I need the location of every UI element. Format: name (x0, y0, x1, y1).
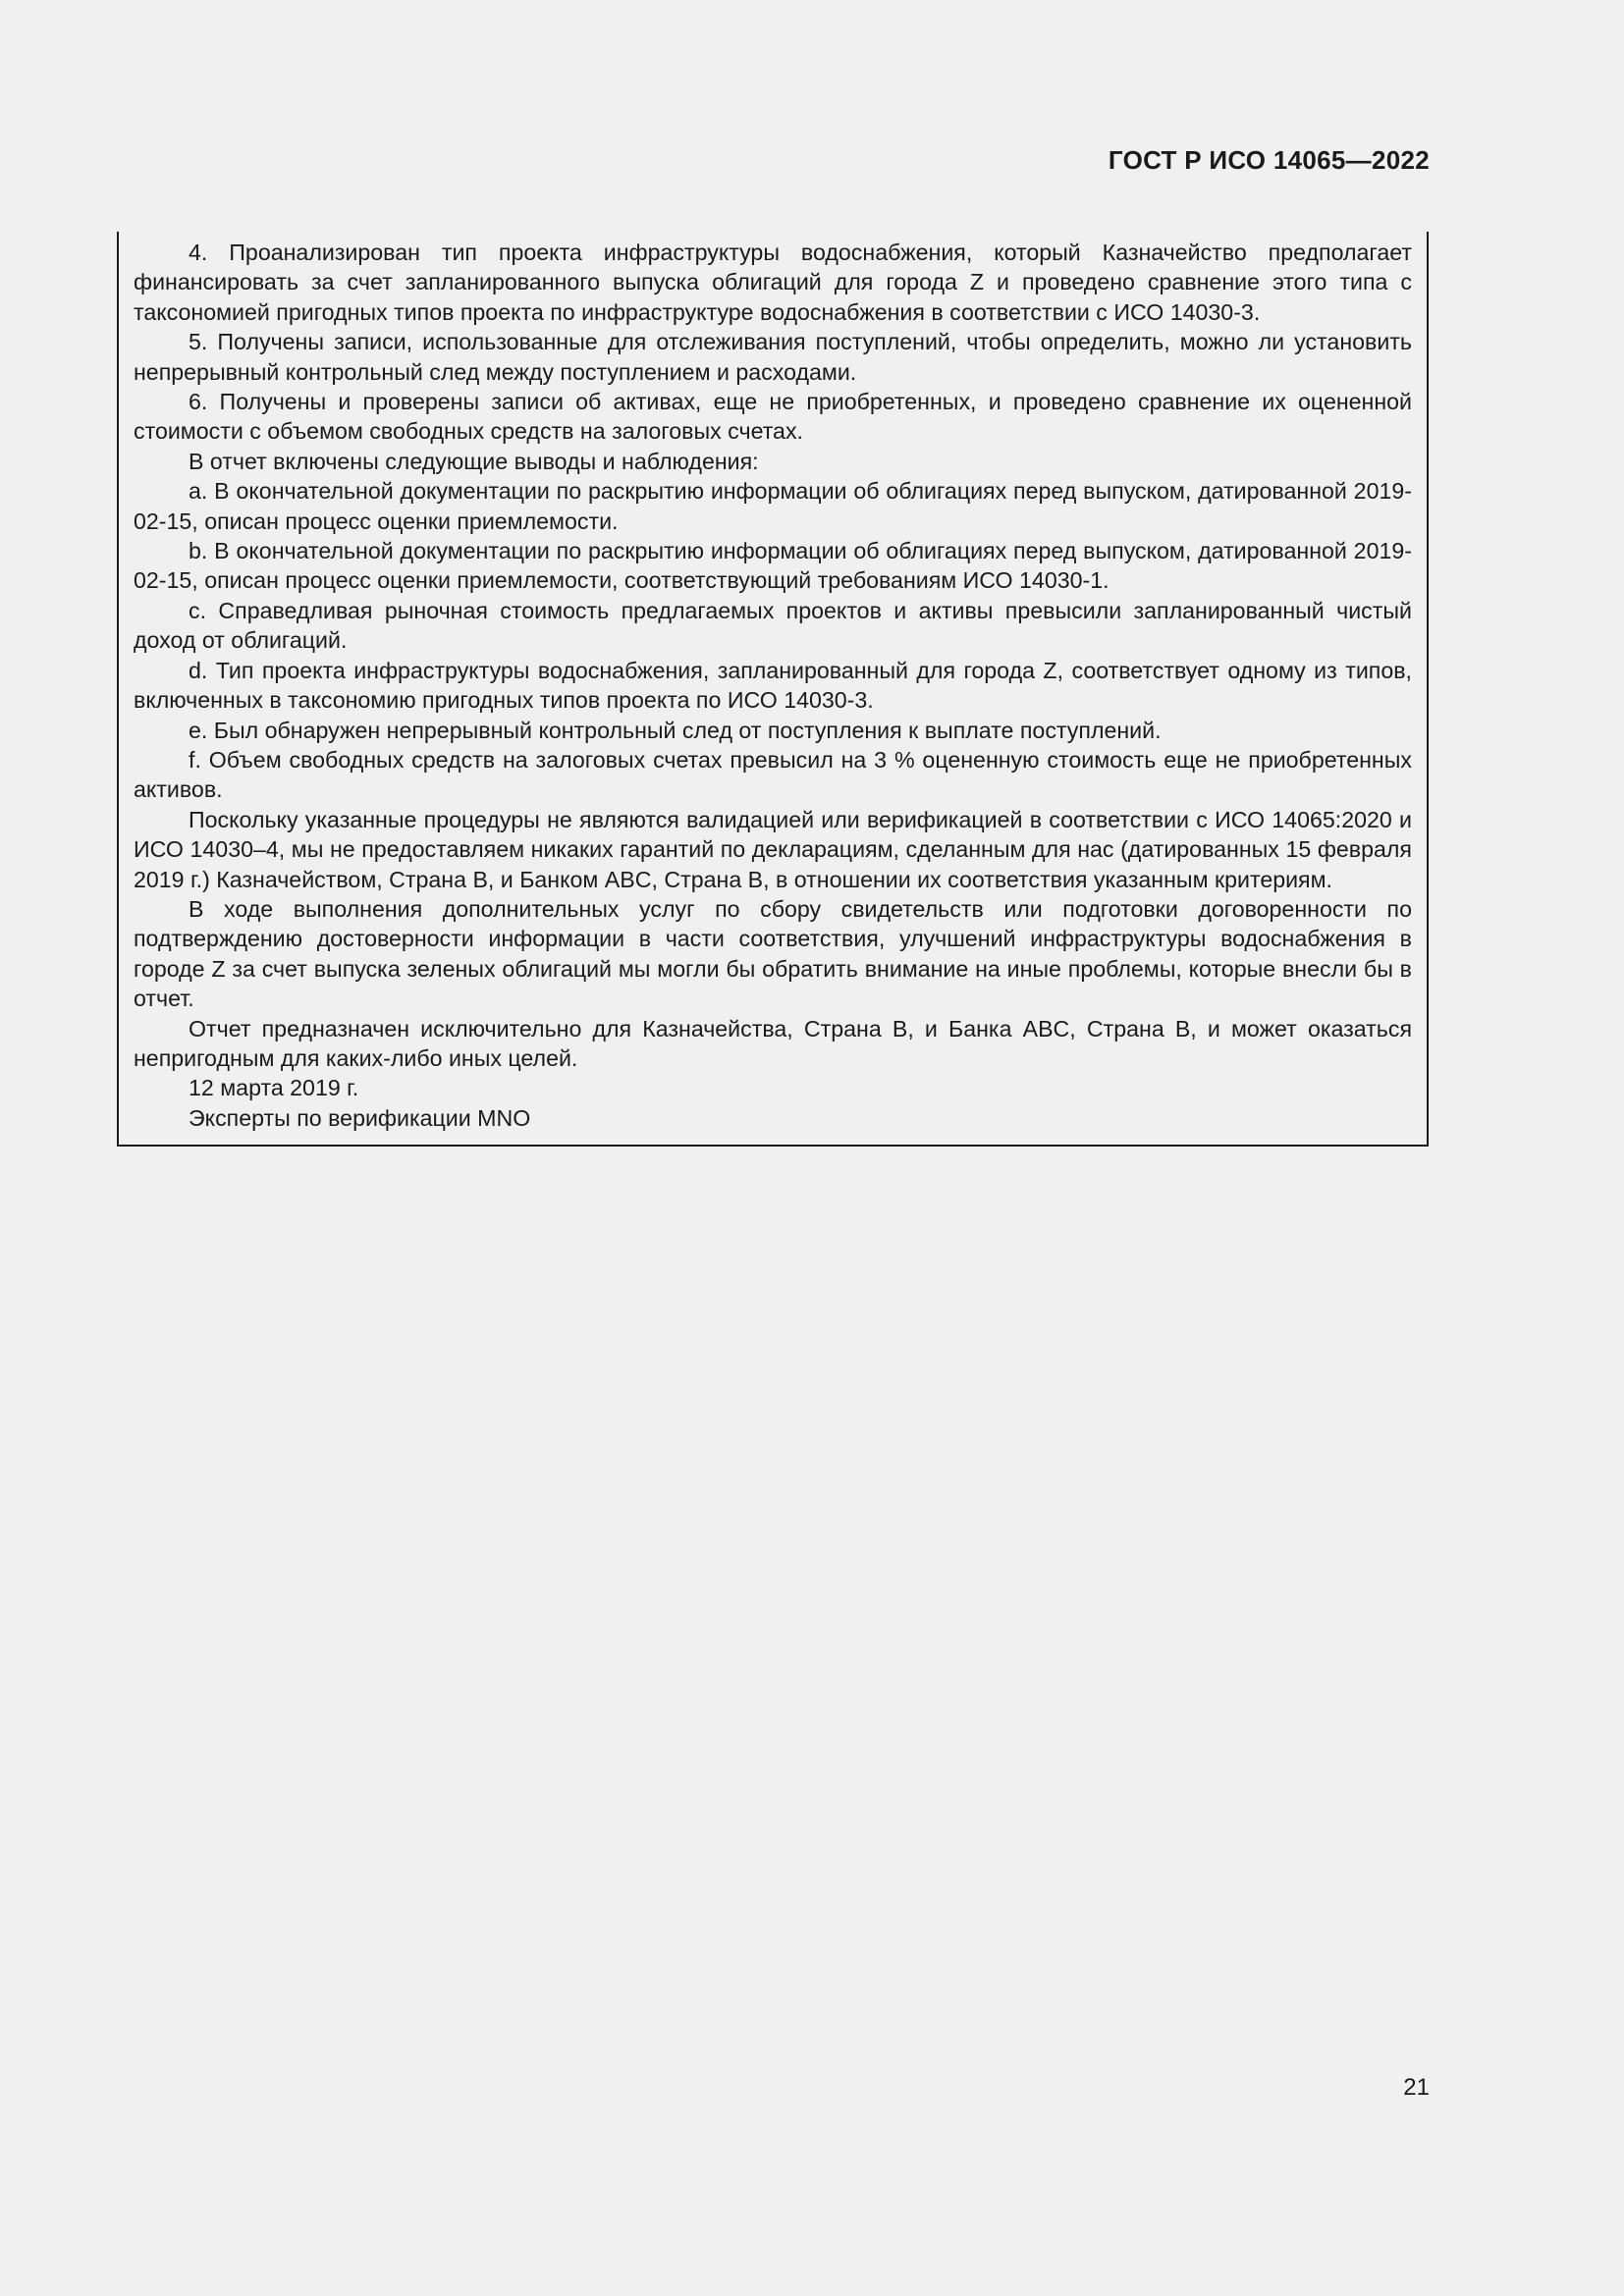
page-number: 21 (1403, 2074, 1430, 2101)
conclusion-f: f. Объем свободных средств на залоговых счетах превысил на 3 % оцененную стоимость еще не приобретенных активов. (134, 746, 1412, 803)
paragraph-item-4: 4. Проанализирован тип проекта инфраструктуры водоснабжения, который Казначейство предполагает финансировать за счет запланированного выпуска облигаций для города Z и проведено сравнение этого типа с таксономией пригодных типов проекта по инфраструктуре водоснабжения в соответствии с ИСО 14030-3. (134, 240, 1412, 325)
paragraph-item-6: 6. Получены и проверены записи об активах, еще не приобретенных, и проведено сравнение их оцененной стоимости с объемом свободных средств на залоговых счетах. (134, 389, 1412, 445)
additional-services-paragraph: В ходе выполнения дополнительных услуг по сбору свидетельств или подготовки договоренности по подтверждению достоверности информации в части соответствия, улучшений инфраструктуры водоснабжения в городе Z за счет выпуска зеленых облигаций мы могли бы обратить внимание на иные проблемы, которые внесли бы в отчет. (134, 895, 1412, 1012)
conclusion-b: b. В окончательной документации по раскрытию информации об облигациях перед выпуском, датированной 2019-02-15, описан процесс оценки приемлемости, соответствующий требованиям ИСО 14030-1. (134, 538, 1412, 594)
conclusions-intro: В отчет включены следующие выводы и наблюдения: (189, 448, 759, 474)
report-signature: Эксперты по верификации MNO (189, 1104, 531, 1131)
disclaimer-paragraph: Поскольку указанные процедуры не являются валидацией или верификацией в соответствии с ИСО 14065:2020 и ИСО 14030–4, мы не предоставляем никаких гарантий по декларациям, сделанным для нас (датированных 15 февраля 2019 г.) Казначейством, Страна B, и Банком ABC, Страна B, в отношении их соответствия указанным критериям. (134, 806, 1412, 892)
document-standard-code: ГОСТ Р ИСО 14065—2022 (1108, 145, 1430, 175)
conclusion-d: d. Тип проекта инфраструктуры водоснабжения, запланированный для города Z, соответствует одному из типов, включенных в таксономию пригодных типов проекта по ИСО 14030-3. (134, 657, 1412, 714)
paragraph-item-5: 5. Получены записи, использованные для отслеживания поступлений, чтобы определить, можно ли установить непрерывный контрольный след между поступлением и расходами. (134, 329, 1412, 385)
conclusion-a: a. В окончательной документации по раскрытию информации об облигациях перед выпуском, датированной 2019-02-15, описан процесс оценки приемлемости. (134, 478, 1412, 534)
report-text-box (117, 232, 1429, 1147)
intended-use-paragraph: Отчет предназначен исключительно для Казначейства, Страна B, и Банка ABC, Страна B, и может оказаться непригодным для каких-либо иных целей. (134, 1015, 1412, 1071)
report-date: 12 марта 2019 г. (189, 1075, 359, 1101)
conclusion-e: e. Был обнаружен непрерывный контрольный след от поступления к выплате поступлений. (189, 717, 1162, 743)
conclusion-c: c. Справедливая рыночная стоимость предлагаемых проектов и активы превысили запланированный чистый доход от облигаций. (134, 597, 1412, 654)
